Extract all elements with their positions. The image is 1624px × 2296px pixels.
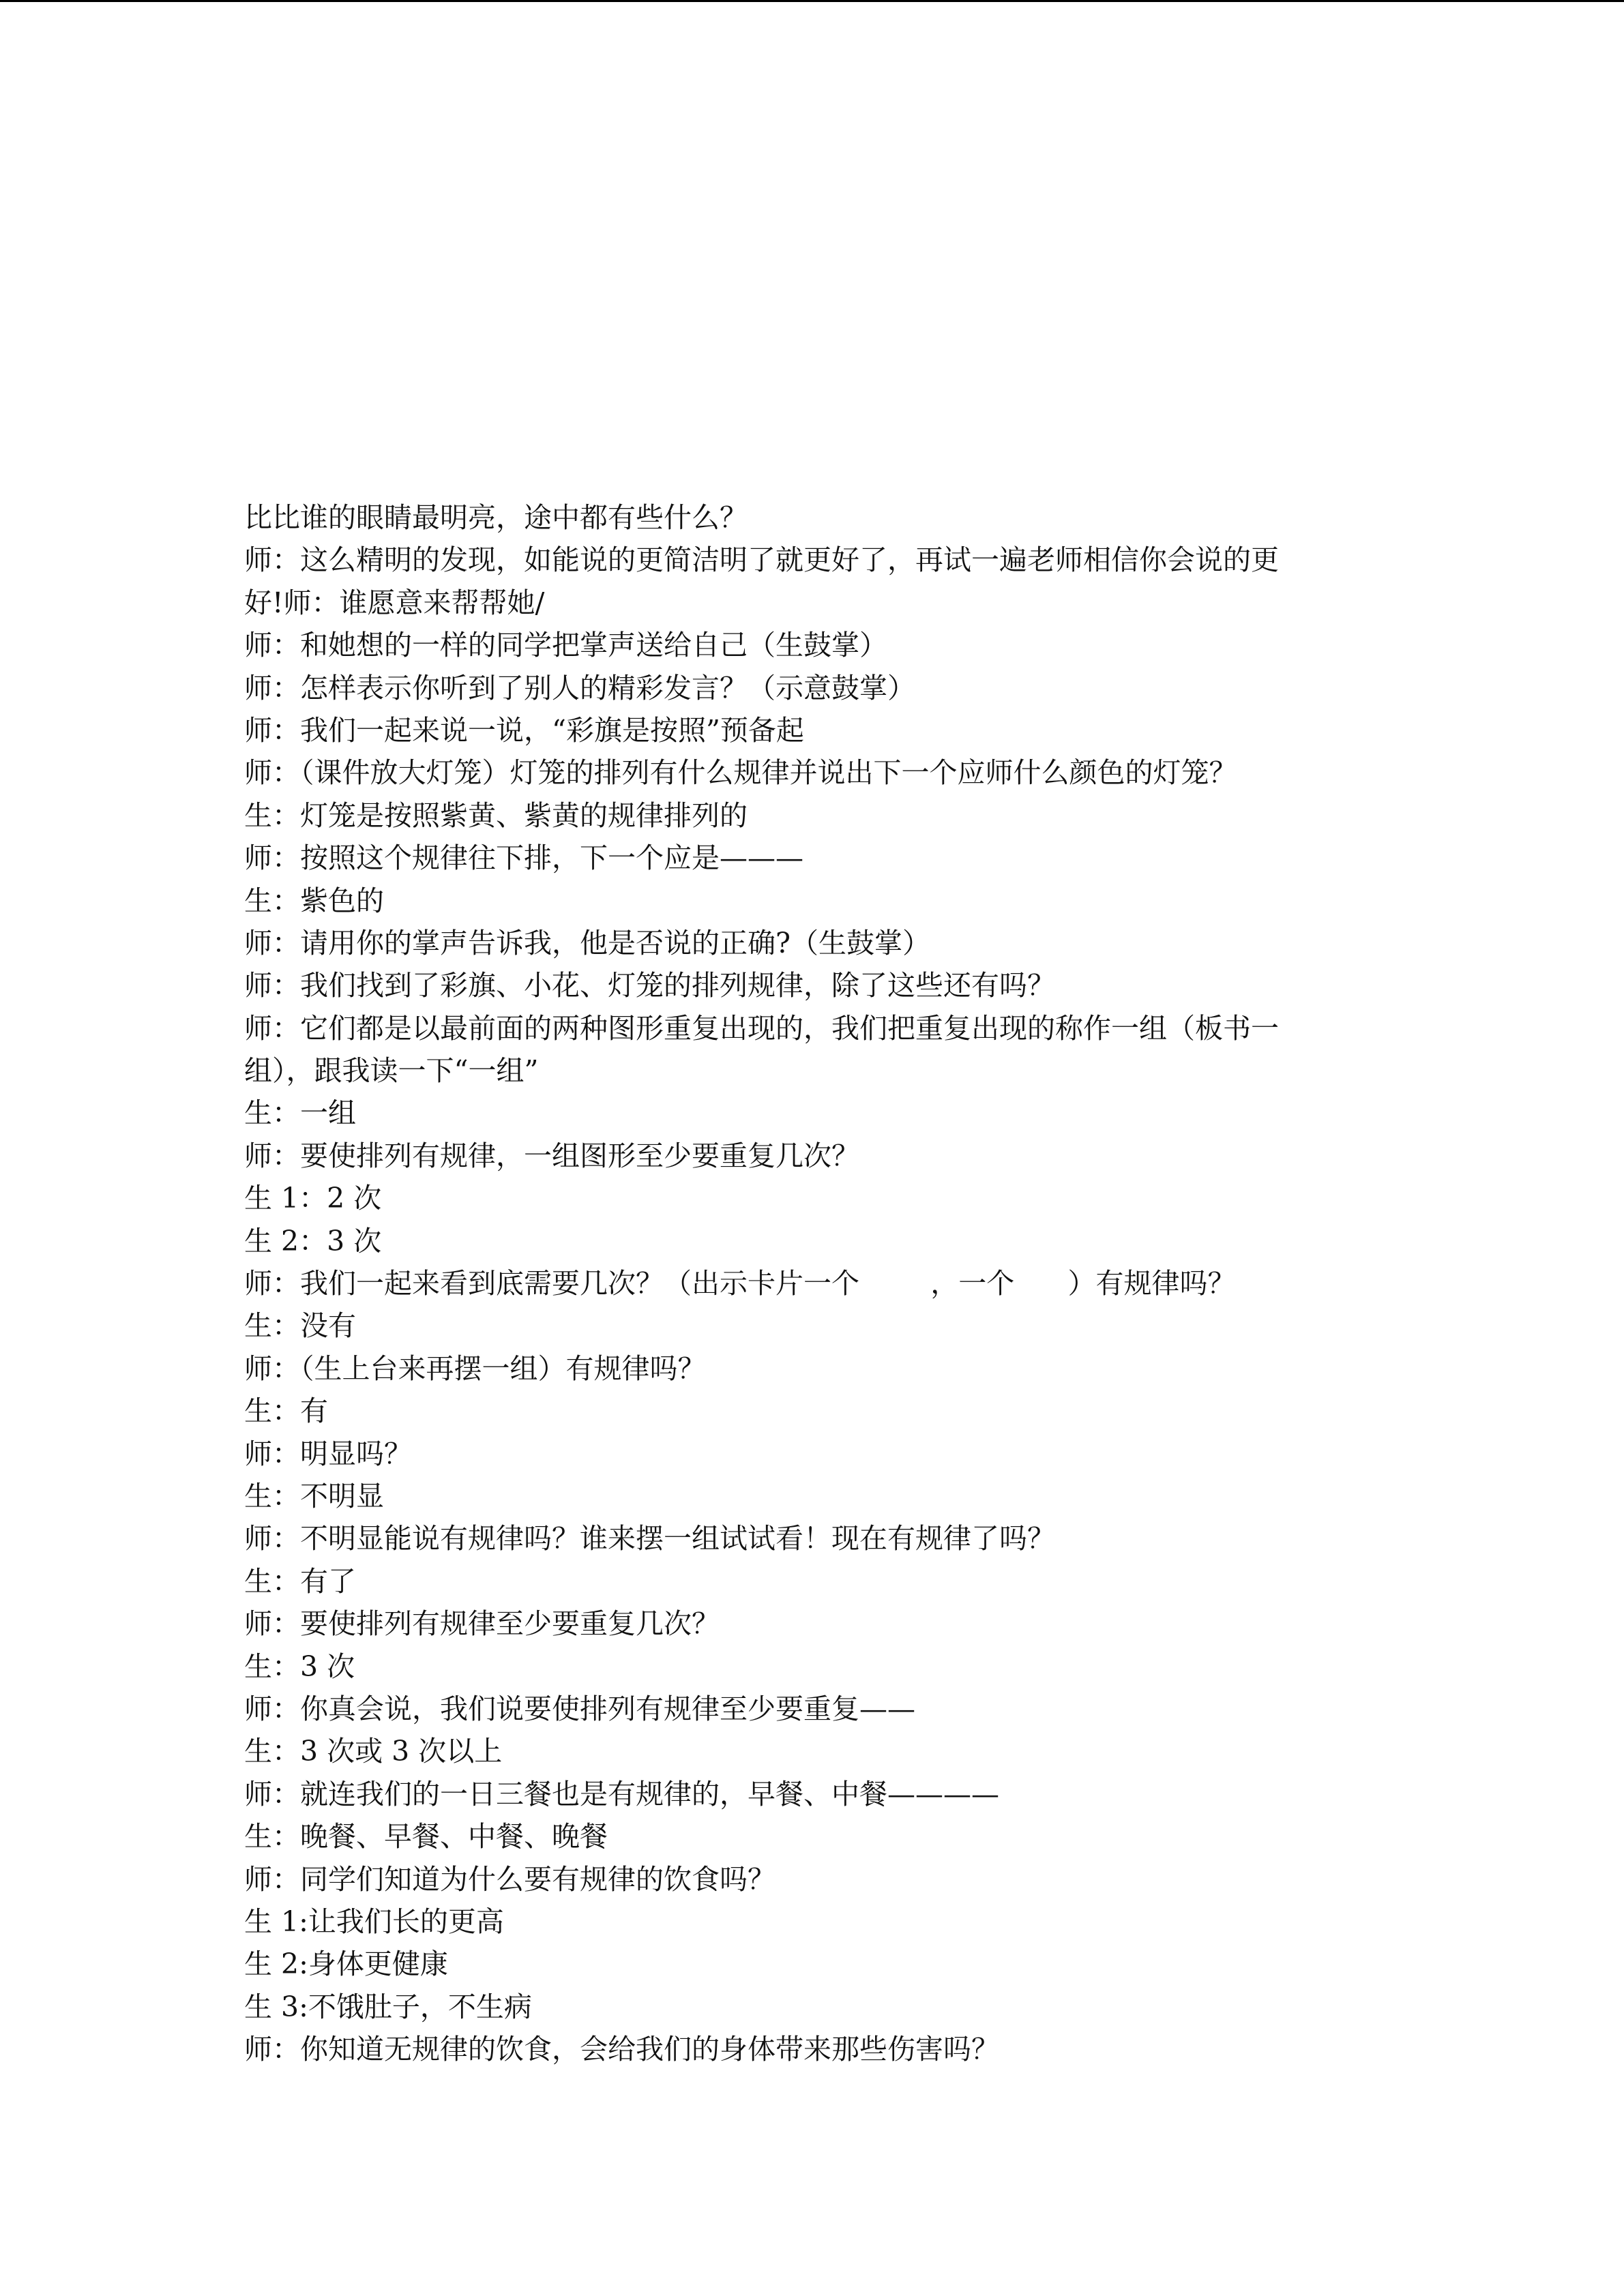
text-line: 生 1:让我们长的更高 [244,1905,504,1938]
text-line: 生：不明显 [244,1479,384,1512]
text-line: 师：要使排列有规律，一组图形至少要重复几次？ [244,1139,859,1172]
text-line: 生 2：3 次 [244,1224,382,1257]
text-line: 师：明显吗？ [244,1437,412,1470]
text-line: 师：（生上台来再摆一组）有规律吗？ [244,1352,706,1385]
text-line: 师：怎样表示你听到了别人的精彩发言？（示意鼓掌） [244,671,915,704]
text-line: 生：一组 [244,1097,356,1130]
text-line: 师：同学们知道为什么要有规律的饮食吗？ [244,1862,776,1896]
text-line: 生：有了 [244,1564,356,1598]
text-line: 师：我们一起来说一说，“彩旗是按照”预备起 [244,713,804,747]
text-line: 生：紫色的 [244,884,384,917]
text-line: 师：就连我们的一日三餐也是有规律的，早餐、中餐———— [244,1777,999,1810]
text-line: 组），跟我读一下“一组” [244,1054,539,1088]
text-line: 师：它们都是以最前面的两种图形重复出现的，我们把重复出现的称作一组（板书一 [244,1011,1279,1045]
text-line: 生：晚餐、早餐、中餐、晚餐 [244,1820,608,1853]
text-line: 师：和她想的一样的同学把掌声送给自己（生鼓掌） [244,629,887,662]
text-line: 生：没有 [244,1309,356,1343]
text-line: 生 1：2 次 [244,1182,382,1215]
text-line: 生：3 次 [244,1650,355,1683]
text-line: 生 3:不饿肚子，不生病 [244,1990,532,2023]
text-line: 师：要使排列有规律至少要重复几次？ [244,1607,720,1641]
text-line: 师：（课件放大灯笼）灯笼的排列有什么规律并说出下一个应师什么颜色的灯笼？ [244,756,1237,790]
text-line: 生 2:身体更健康 [244,1948,448,1981]
text-line: 生：3 次或 3 次以上 [244,1735,503,1768]
text-line: 师：我们一起来看到底需要几次？（出示卡片一个 ，一个 ）有规律吗？ [244,1267,1236,1300]
text-line: 比比谁的眼睛最明亮，途中都有些什么？ [244,501,748,534]
text-line: 生：灯笼是按照紫黄、紫黄的规律排列的 [244,799,748,832]
text-line: 师：我们找到了彩旗、小花、灯笼的排列规律，除了这些还有吗？ [244,969,1055,1002]
text-line: 师：这么精明的发现，如能说的更简洁明了就更好了，再试一遍老师相信你会说的更 [244,543,1279,577]
text-line: 师：你真会说，我们说要使排列有规律至少要重复—— [244,1692,915,1725]
text-line: 师：请用你的掌声告诉我，他是否说的正确?（生鼓掌） [244,926,930,959]
text-line: 生：有 [244,1395,328,1428]
text-line: 师：按照这个规律往下排，下一个应是——— [244,841,803,875]
text-line: 好!师：谁愿意来帮帮她/ [244,586,545,619]
document-body [244,496,1363,2070]
text-line: 师：你知道无规律的饮食，会给我们的身体带来那些伤害吗？ [244,2033,999,2066]
text-line: 师：不明显能说有规律吗？谁来摆一组试试看！现在有规律了吗？ [244,1522,1055,1555]
